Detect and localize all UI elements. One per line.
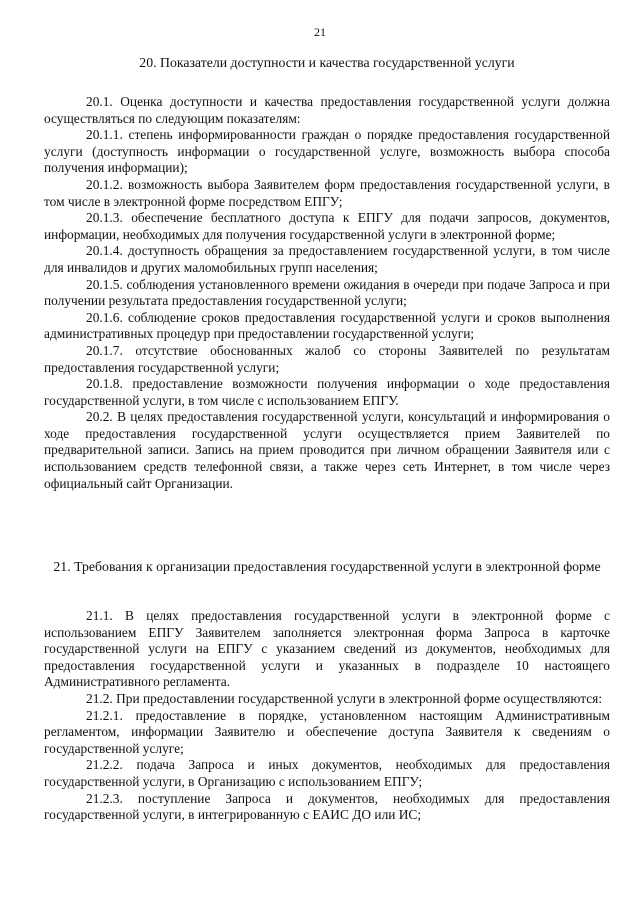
- paragraph-21-2-3: 21.2.3. поступление Запроса и документов, необходимых для предоставления государственной услуги, в интегрированную с ЕАИС ДО или ИС;: [44, 790, 610, 823]
- paragraph-20-1-7: 20.1.7. отсутствие обоснованных жалоб со стороны Заявителей по результатам предоставления государственной услуги;: [44, 342, 610, 375]
- paragraph-20-1-1: 20.1.1. степень информированности граждан о порядке предоставления государственной услуги (доступность информации о государственной услуге, возможность выбора способа получения информации);: [44, 127, 610, 176]
- paragraph-20-2: 20.2. В целях предоставления государственной услуги, консультаций и информирования о ходе предоставления государственной услуги осуществляется прием Заявителей по предварительной записи. Запись на прием проводится при личном обращении Заявителя или с использованием средств телефонной связи, а также через сеть Интернет, в том числе через официальный сайт Организации.: [44, 409, 610, 491]
- section-21-body: [44, 608, 610, 824]
- page-number: 21: [314, 25, 326, 39]
- section-20-body: [44, 94, 610, 492]
- section-21-heading: 21. Требования к организации предоставления государственной услуги в электронной форме: [53, 559, 601, 574]
- paragraph-20-1-5: 20.1.5. соблюдения установленного времени ожидания в очереди при подаче Запроса и при получении результата предоставления государственной услуги;: [44, 276, 610, 309]
- paragraph-20-1-6: 20.1.6. соблюдение сроков предоставления государственной услуги и сроков выполнения административных процедур при предоставлении государственной услуги;: [44, 309, 610, 342]
- paragraph-21-1: 21.1. В целях предоставления государственной услуги в электронной форме с использованием ЕПГУ Заявителем заполняется электронная форма Запроса в карточке государственной услуги на ЕПГУ с указанием сведений из документов, необходимых для предоставления государственной услуги и указанных в подразделе 10 настоящего Административного регламента.: [44, 608, 610, 690]
- paragraph-20-1-2: 20.1.2. возможность выбора Заявителем форм предоставления государственной услуги, в том числе в электронной форме посредством ЕПГУ;: [44, 176, 610, 209]
- paragraph-21-2-1: 21.2.1. предоставление в порядке, установленном настоящим Административным регламентом, информации Заявителю и обеспечение доступа Заявителя к сведениям о государственной услуге;: [44, 707, 610, 756]
- paragraph-20-1-3: 20.1.3. обеспечение бесплатного доступа к ЕПГУ для подачи запросов, документов, информации, необходимых для получения государственной услуги в электронной форме;: [44, 210, 610, 242]
- paragraph-20-1: 20.1. Оценка доступности и качества предоставления государственной услуги должна осуществляться по следующим показателям:: [44, 94, 610, 126]
- paragraph-20-1-8: 20.1.8. предоставление возможности получения информации о ходе предоставления государственной услуги, в том числе с использованием ЕПГУ.: [44, 376, 610, 408]
- paragraph-21-2: 21.2. При предоставлении государственной услуги в электронной форме осуществляются:: [86, 690, 603, 706]
- section-20-heading: 20. Показатели доступности и качества государственной услуги: [139, 55, 515, 70]
- paragraph-20-1-4: 20.1.4. доступность обращения за предоставлением государственной услуги, в том числе для инвалидов и других маломобильных групп населения;: [44, 243, 610, 275]
- paragraph-21-2-2: 21.2.2. подача Запроса и иных документов, необходимых для предоставления государственной услуги, в Организацию с использованием ЕПГУ;: [44, 757, 610, 789]
